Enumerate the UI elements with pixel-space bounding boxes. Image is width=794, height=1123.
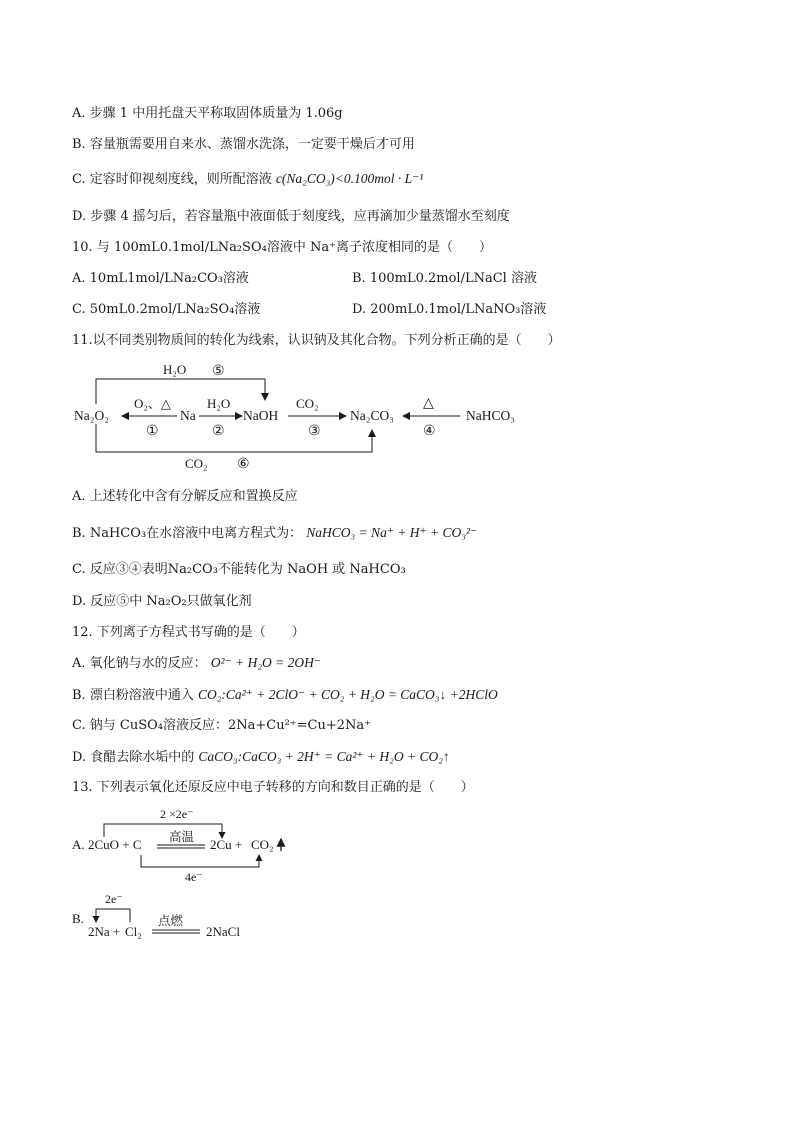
q9-option-a: A. 步骤 1 中用托盘天平称取固体质量为 1.06g	[72, 106, 343, 121]
q12-stem: 12. 下列离子方程式书写确的是（ ）	[72, 625, 305, 640]
q13-option-b-diagram	[0, 888, 794, 948]
q12-option-d	[72, 748, 450, 767]
step-2-label: ②	[212, 424, 225, 439]
na-node: Na	[180, 408, 196, 423]
q11-option-a: A. 上述转化中含有分解反应和置换反应	[72, 489, 298, 504]
q9-option-c-text: C. 定容时仰视刻度线，则所配溶液	[72, 172, 272, 187]
cu-product: 2Cu +	[210, 837, 243, 852]
q13-a-label: A.	[72, 837, 85, 852]
step-4-label: ④	[423, 424, 436, 439]
q10-option-b: B. 100mL0.2mol/LNaCl 溶液	[352, 271, 537, 286]
q11-option-b-text: B. NaHCO₃在水溶液中电离方程式为：	[72, 526, 303, 541]
bottom-co2-label: CO₂	[185, 456, 208, 471]
nacl-product: 2NaCl	[206, 924, 240, 939]
q10-option-c: C. 50mL0.2mol/LNa₂SO₄溶液	[72, 302, 261, 317]
top-water-label: H₂O	[163, 362, 187, 377]
q13-b-label: B.	[72, 911, 84, 926]
q9-option-b: B. 容量瓶需要用自来水、蒸馏水洗涤，一定要干燥后才可用	[72, 137, 415, 152]
ignite-condition: 点燃	[158, 914, 184, 928]
q12-option-c: C. 钠与 CuSO₄溶液反应：2Na+Cu²⁺=Cu+2Na⁺	[72, 718, 372, 733]
na-reactant: 2Na +	[88, 924, 121, 939]
q12-option-a-formula: O²⁻ + H₂O = 2OH⁻	[210, 655, 322, 670]
heat-label: △	[423, 396, 434, 411]
transfer-label: 2e⁻	[105, 892, 123, 906]
na2co3-node: Na₂CO₃	[350, 408, 394, 423]
bottom-transfer-label: 4e⁻	[185, 870, 203, 884]
q12-option-d-formula: CaCO₃:CaCO₃ + 2H⁺ = Ca²⁺ + H₂O + CO₂↑	[198, 749, 450, 764]
step-3-label: ③	[308, 424, 321, 439]
q12-option-b-text: B. 漂白粉溶液中通入	[72, 688, 194, 703]
q10-option-a: A. 10mL1mol/LNa₂CO₃溶液	[72, 271, 249, 286]
naoh-node: NaOH	[243, 408, 279, 423]
q9-option-c-formula: c(Na₂CO₃)<0.100mol · L⁻¹	[275, 171, 424, 186]
o2-heat-label: O₂、△	[134, 396, 171, 411]
q13-option-a-diagram	[0, 805, 794, 885]
step-6-label: ⑥	[237, 457, 250, 472]
q12-option-a-text: A. 氧化钠与水的反应：	[72, 656, 207, 671]
h2o-label: H₂O	[207, 396, 231, 411]
q11-conversion-diagram	[0, 362, 794, 472]
cl2-reactant: Cl₂	[125, 924, 142, 939]
q12-option-a	[72, 654, 321, 673]
q11-option-b	[72, 524, 477, 543]
q9-option-d: D. 步骤 4 摇匀后，若容量瓶中液面低于刻度线，应再滴加少量蒸馏水至刻度	[72, 209, 510, 224]
co2-product: CO₂	[251, 837, 274, 852]
q13-stem: 13. 下列表示氧化还原反应中电子转移的方向和数目正确的是（ ）	[72, 780, 474, 795]
top-transfer-label: 2 ×2e⁻	[160, 807, 194, 821]
step-1-label: ①	[146, 424, 159, 439]
nahco3-node: NaHCO₃	[466, 408, 515, 423]
q11-option-c: C. 反应③④表明Na₂CO₃不能转化为 NaOH 或 NaHCO₃	[72, 562, 406, 577]
q11-stem: 11.以不同类别物质间的转化为线索，认识钠及其化合物。下列分析正确的是（ ）	[72, 333, 561, 348]
q10-option-d: D. 200mL0.1mol/LNaNO₃溶液	[352, 302, 547, 317]
q11-option-b-formula: NaHCO₃ = Na⁺ + H⁺ + CO₃²⁻	[306, 525, 478, 540]
q12-option-b	[72, 686, 498, 705]
q10-stem: 10. 与 100mL0.1mol/LNa₂SO₄溶液中 Na⁺离子浓度相同的是（ ）	[72, 240, 492, 255]
q12-option-b-formula: CO₂:Ca²⁺ + 2ClO⁻ + CO₂ + H₂O = CaCO₃↓ +2HClO	[197, 687, 498, 702]
high-temp-condition: 高温	[169, 830, 195, 844]
co2-label: CO₂	[296, 396, 319, 411]
q11-option-d: D. 反应⑤中 Na₂O₂只做氧化剂	[72, 594, 252, 609]
q12-option-d-text: D. 食醋去除水垢中的	[72, 750, 195, 765]
q9-option-c	[72, 170, 423, 189]
cuo-c-reactants: 2CuO + C	[88, 837, 142, 852]
step-5-label: ⑤	[212, 364, 225, 379]
na2o2-node: Na₂O₂	[74, 408, 109, 423]
